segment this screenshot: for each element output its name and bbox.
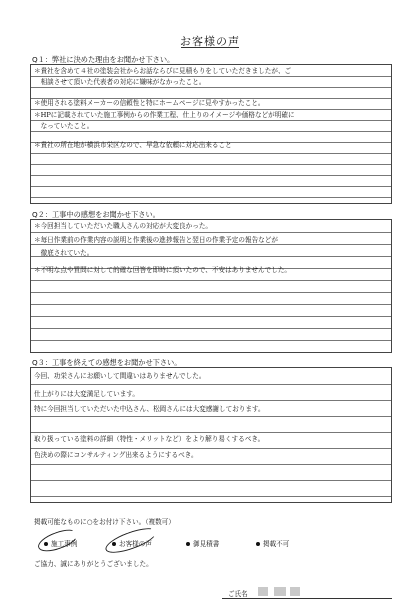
q2-answer-line: ＊今回担当していただいた職人さんの対応が大変良かった。 (34, 222, 213, 230)
name-label: ご氏名 (228, 590, 248, 598)
option-label: 掲載不可 (263, 540, 290, 548)
option-label: 施工事例 (51, 540, 78, 548)
ruled-line (31, 416, 391, 433)
q2-heading: Q２：工事中の感想をお聞かせ下さい。 (32, 210, 160, 219)
name-underline (222, 598, 392, 599)
q3-answer-line: 取り扱っている塗料の詳細（特性・メリットなど）をより解り易くするべき。 (34, 435, 265, 443)
redacted-name (290, 587, 300, 596)
q3-heading: Q３：工事を終えての感想をお聞かせ下さい。 (32, 358, 182, 367)
thanks-message: ご協力、誠にありがとうございました。 (34, 560, 153, 568)
ruled-line (31, 464, 391, 481)
q3-answer-line: 色決めの際にコンサルティング出来るようにするべき。 (34, 451, 198, 459)
bullet-icon (186, 542, 190, 546)
option-estimate[interactable] (186, 538, 219, 548)
q1-answer-line: ＊貴社を含めて４社の塗装会社からお話ならびに見積もりをしていただきましたが、ご (34, 67, 292, 75)
title-underline (181, 47, 239, 48)
q3-answer-line: 仕上がりには大変満足しています。 (34, 390, 139, 398)
option-label: お客様の声 (119, 540, 152, 548)
bullet-icon (256, 542, 260, 546)
q2-answer-line: ＊不明な点や質問に対して的確な回答を即時に頂いたので、不安はありませんでした。 (34, 266, 292, 274)
q1-answer-line: ＊貴社の所在地が横浜市栄区なので、早急な依頼に対応出来ること (34, 141, 232, 149)
option-label: 御見積書 (193, 540, 220, 548)
q2-answer-line: ＊毎日作業前の作業内容の説明と作業後の進捗報告と翌日の作業予定の報告などが (34, 236, 278, 244)
q2-answer-line: 徹底されていた。 (34, 249, 94, 257)
circle-selection-mark (35, 525, 80, 555)
q3-answer-line: 今回、功栄さんにお願いして間違いはありませんでした。 (34, 372, 206, 380)
redacted-name (258, 587, 268, 596)
page-title: お客様の声 (180, 35, 240, 48)
q1-answer-line: ＊HPに記載されていた施工事例からの作業工程、仕上りのイメージや価格などが明確に (34, 111, 295, 119)
q1-answer-line: ＊使用される塗料メーカーの信頼性と特にホームページに見やすかったこと。 (34, 99, 265, 107)
q3-answer-line: 特に今回担当していただいた中込さん、松岡さんには大変感謝しております。 (34, 405, 265, 413)
ruled-line (31, 186, 391, 198)
ruled-line (31, 328, 391, 341)
q1-answer-line: 相談させて頂いた代表者の対応に嫌味がなかったこと。 (34, 78, 206, 86)
redacted-name (274, 587, 286, 596)
option-not-publish[interactable] (256, 538, 289, 548)
publication-permission-note: 掲載可能なものに○をお付け下さい。（複数可） (34, 518, 175, 526)
q1-answer-line: なっていたこと。 (34, 122, 94, 130)
ruled-line (31, 480, 391, 497)
q1-heading: Q１：弊社に決めた理由をお聞かせ下さい。 (32, 55, 175, 64)
